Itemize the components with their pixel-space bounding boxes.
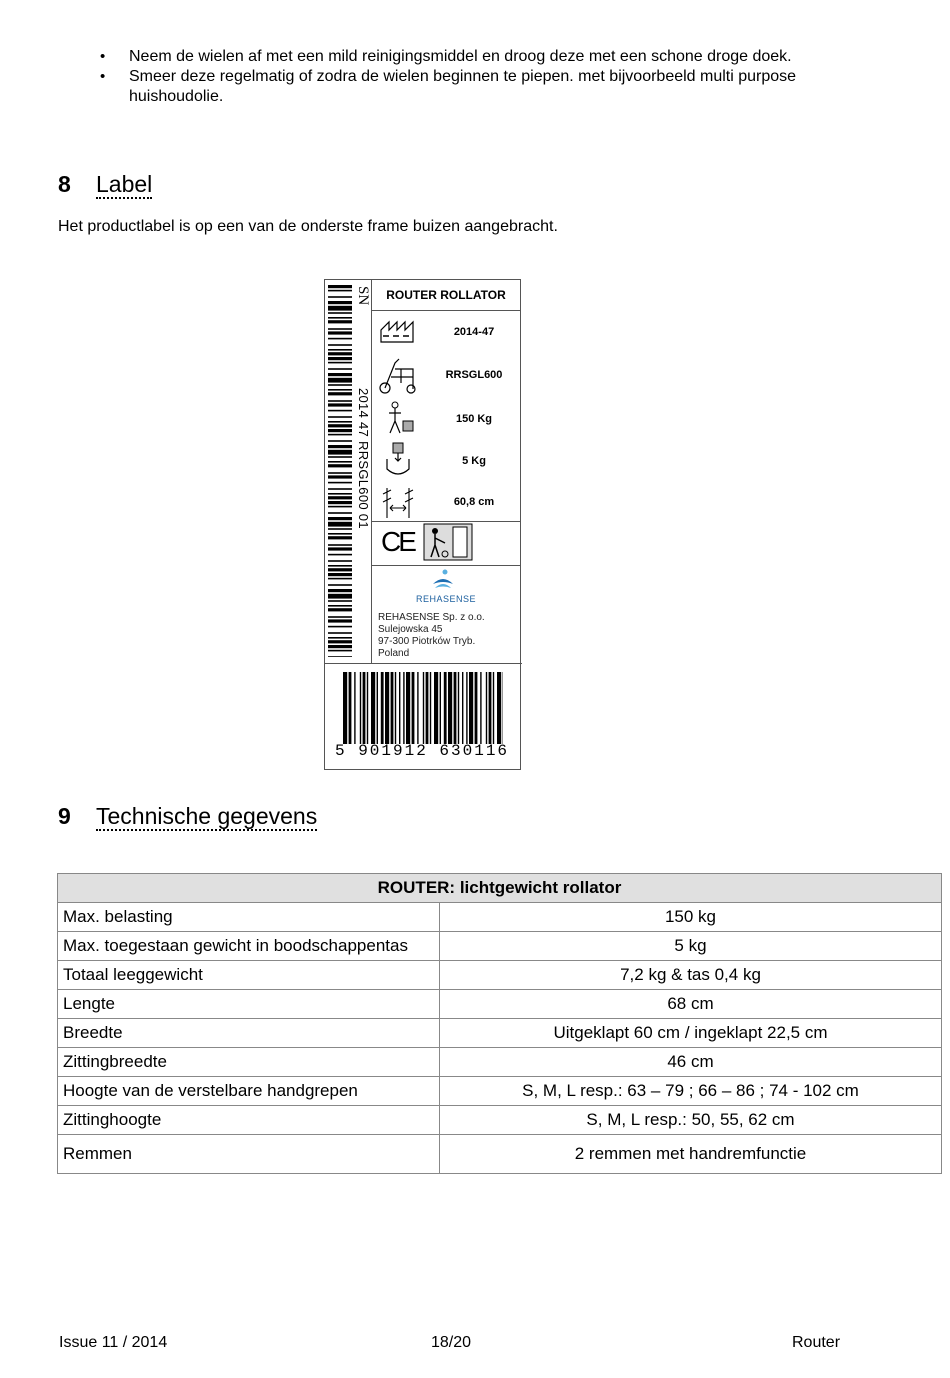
footer-product: Router <box>792 1334 841 1351</box>
spec-value: S, M, L resp.: 63 – 79 ; 66 – 86 ; 74 - 102 cm <box>440 1077 942 1106</box>
label-divider <box>371 521 521 522</box>
table-row <box>58 1135 942 1174</box>
width-value: 60,8 cm <box>453 496 495 508</box>
spec-value: 150 kg <box>440 903 942 932</box>
section-title: Technische gegevens <box>96 803 318 829</box>
width-icon <box>377 482 421 522</box>
bullet-item: • Smeer deze regelmatig of zodra de wielen beginnen te piepen. met bijvoorbeeld multi purpose huishoudolie. <box>96 67 876 107</box>
address-line: REHASENSE Sp. z o.o. <box>378 612 485 623</box>
serial-barcode <box>328 285 352 657</box>
fold-rollator-icon <box>423 523 473 561</box>
spec-value: 2 remmen met handremfunctie <box>440 1135 942 1174</box>
table-row <box>58 932 942 961</box>
table-row <box>58 990 942 1019</box>
technical-data-table <box>57 873 942 1174</box>
ean-section <box>325 663 522 771</box>
table-row <box>58 1077 942 1106</box>
model-code: RRSGL600 <box>445 369 503 381</box>
spec-key: Max. belasting <box>58 903 440 932</box>
table-row <box>58 1048 942 1077</box>
max-load-value: 150 Kg <box>455 413 493 425</box>
spec-value: 46 cm <box>440 1048 942 1077</box>
table-header: ROUTER: lichtgewicht rollator <box>58 874 942 903</box>
table-row <box>58 1106 942 1135</box>
ean-number: 5 901912 630116 <box>335 742 510 760</box>
factory-icon <box>377 312 421 352</box>
spec-key: Remmen <box>58 1135 440 1174</box>
spec-key: Lengte <box>58 990 440 1019</box>
rollator-icon <box>377 355 421 395</box>
spec-key: Zittingbreedte <box>58 1048 440 1077</box>
label-row-width <box>377 482 517 522</box>
ce-mark-icon: CE <box>381 526 414 557</box>
product-label-image <box>324 279 521 770</box>
spec-key: Totaal leeggewicht <box>58 961 440 990</box>
label-row-max-load <box>377 399 517 439</box>
label-row-basket <box>377 441 517 481</box>
footer-issue: Issue 11 / 2014 <box>59 1334 168 1351</box>
table-row <box>58 1019 942 1048</box>
table-row <box>58 961 942 990</box>
spec-key: Breedte <box>58 1019 440 1048</box>
sn-label: SN <box>355 286 371 306</box>
section-number: 9 <box>58 803 71 829</box>
basket-load-icon <box>377 441 421 481</box>
spec-value: 7,2 kg & tas 0,4 kg <box>440 961 942 990</box>
spec-value: Uitgeklapt 60 cm / ingeklapt 22,5 cm <box>440 1019 942 1048</box>
spec-value: 68 cm <box>440 990 942 1019</box>
address-line: Poland <box>378 648 410 659</box>
spec-key: Zittinghoogte <box>58 1106 440 1135</box>
rehasense-logo-icon <box>431 568 455 592</box>
manufacture-date: 2014-47 <box>453 326 495 338</box>
footer-page-number: 18/20 <box>431 1334 472 1351</box>
label-row-date <box>377 312 517 352</box>
ean-barcode <box>343 672 503 744</box>
spec-key: Max. toegestaan gewicht in boodschappentas <box>58 932 440 961</box>
brand-name: REHASENSE <box>415 594 477 604</box>
section-title: Label <box>96 171 153 197</box>
address-line: 97-300 Piotrków Tryb. <box>378 636 476 647</box>
manufacturer-address <box>378 612 485 660</box>
label-row-model <box>377 355 517 395</box>
serial-number: 2014 47 RRSGL600 01 <box>356 388 371 529</box>
maintenance-bullet-list <box>96 47 876 107</box>
label-divider <box>371 565 521 566</box>
address-line: Sulejowska 45 <box>378 624 443 635</box>
max-user-weight-icon <box>377 399 421 439</box>
label-description: Het productlabel is op een van de onderste frame buizen aangebracht. <box>58 218 558 235</box>
bullet-item: • Neem de wielen af met een mild reinigingsmiddel en droog deze met een schone droge doek. <box>96 47 876 67</box>
label-product-name: ROUTER ROLLATOR <box>371 280 521 311</box>
basket-load-value: 5 Kg <box>462 455 486 467</box>
table-header-row <box>58 874 942 903</box>
table-row <box>58 903 942 932</box>
spec-value: 5 kg <box>440 932 942 961</box>
section-number: 8 <box>58 171 71 197</box>
spec-value: S, M, L resp.: 50, 55, 62 cm <box>440 1106 942 1135</box>
serial-column <box>325 280 372 663</box>
spec-key: Hoogte van de verstelbare handgrepen <box>58 1077 440 1106</box>
